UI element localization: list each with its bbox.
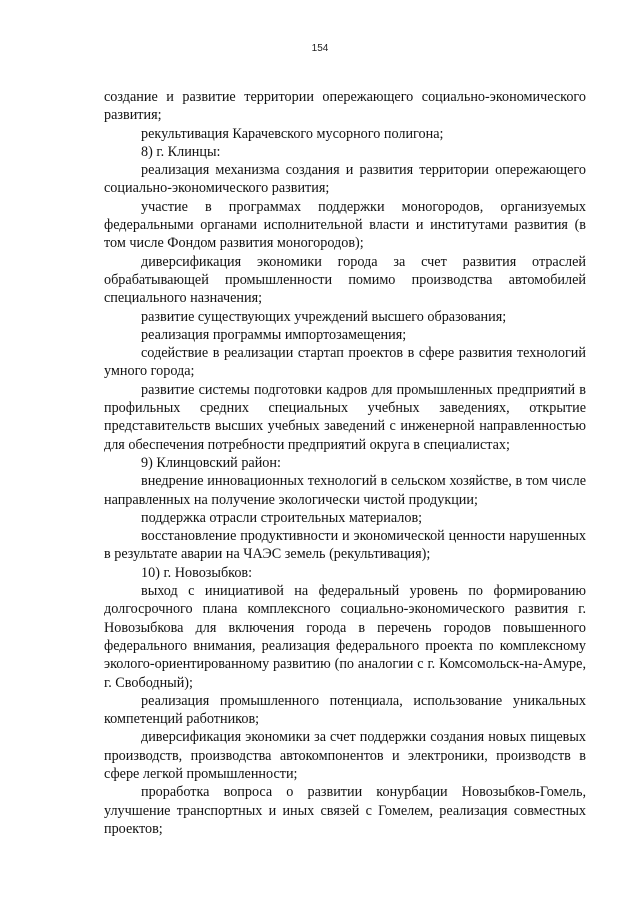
page-number: 154 bbox=[311, 43, 329, 54]
paragraph: участие в программах поддержки моногородов, организуемых федеральными органами исполнительной власти и институтами развития (в том числе Фондом развития моногородов); bbox=[104, 198, 586, 252]
paragraph: восстановление продуктивности и экономической ценности нарушенных в результате аварии на ЧАЭС земель (рекультивация); bbox=[104, 528, 586, 563]
paragraph: рекультивация Карачевского мусорного полигона; bbox=[141, 125, 444, 142]
paragraph: выход с инициативой на федеральный уровень по формированию долгосрочного плана комплексного социально-экономического развития г. Новозыбкова для включения города в перечень городов повышенного федерального внимания, реализация федерального проекта по комплексному эколого-ориентированному развитию (по аналогии с г. Комсомольск-на-Амуре, г. Свободный); bbox=[104, 583, 586, 691]
paragraph: диверсификация экономики за счет поддержки создания новых пищевых производств, производства автокомпонентов и электроники, производств в сфере легкой промышленности; bbox=[104, 729, 586, 782]
section-heading: 10) г. Новозыбков: bbox=[141, 564, 253, 581]
paragraph: реализация программы импортозамещения; bbox=[141, 326, 407, 343]
section-heading: 8) г. Клинцы: bbox=[141, 143, 221, 160]
document-body bbox=[104, 88, 586, 838]
section-heading: 9) Клинцовский район: bbox=[141, 454, 281, 471]
paragraph: внедрение инновационных технологий в сельском хозяйстве, в том числе направленных на получение экологически чистой продукции; bbox=[104, 473, 586, 508]
paragraph: проработка вопроса о развитии конурбации Новозыбков-Гомель, улучшение транспортных и иных связей с Гомелем, реализация совместных проектов; bbox=[104, 784, 586, 837]
paragraph: реализация промышленного потенциала, использование уникальных компетенций работников; bbox=[104, 692, 586, 728]
paragraph: развитие системы подготовки кадров для промышленных предприятий в профильных средних специальных учебных заведениях, открытие представительств высших учебных заведений с инженерной направленностью для обеспечения потребности предприятий округа в специалистах; bbox=[104, 381, 586, 453]
paragraph: содействие в реализации стартап проектов в сфере развития технологий умного города; bbox=[104, 345, 586, 380]
paragraph: создание и развитие территории опережающего социально-экономического развития; bbox=[104, 89, 586, 124]
paragraph: поддержка отрасли строительных материалов; bbox=[141, 509, 423, 526]
paragraph: диверсификация экономики города за счет развития отраслей обрабатывающей промышленности помимо производства автомобилей специального назначения; bbox=[104, 253, 586, 307]
paragraph: развитие существующих учреждений высшего образования; bbox=[141, 308, 507, 325]
paragraph: реализация механизма создания и развития территории опережающего социально-экономического развития; bbox=[104, 162, 586, 197]
